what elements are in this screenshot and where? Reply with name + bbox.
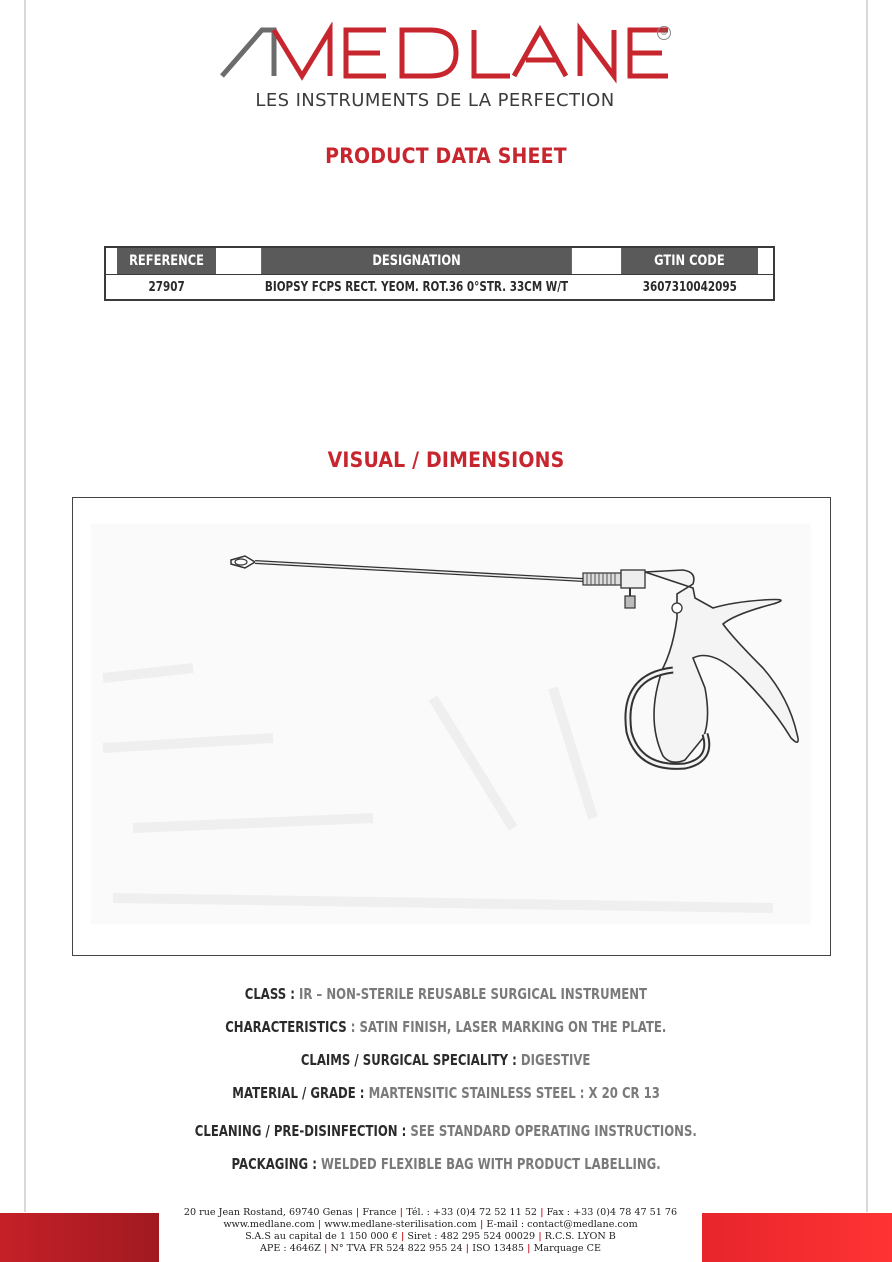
- product-image-frame: [72, 497, 831, 956]
- column-header-reference: REFERENCE: [116, 247, 216, 275]
- sterilisation-website-link[interactable]: www.medlane-sterilisation.com: [324, 1219, 477, 1230]
- spec-class: CLASS : IR – NON-STERILE REUSABLE SURGICAL INSTRUMENT: [244, 985, 648, 1003]
- registered-mark: ®: [657, 26, 671, 40]
- footer-registration-line: APE : 4646Z | N° TVA FR 524 822 955 24 | ISO 13485 | Marquage CE: [260, 1243, 601, 1254]
- spec-packaging: PACKAGING : WELDED FLEXIBLE BAG WITH PRODUCT LABELLING.: [231, 1155, 661, 1173]
- email-link[interactable]: E-mail : contact@medlane.com: [486, 1219, 638, 1230]
- website-link[interactable]: www.medlane.com: [223, 1219, 315, 1230]
- cell-designation: BIOPSY FCPS RECT. YEOM. ROT.36 0°STR. 33CM W/T: [227, 275, 606, 301]
- footer-web-line: www.medlane.com | www.medlane-sterilisation.com | E-mail : contact@medlane.com: [223, 1219, 638, 1230]
- column-header-gtin: GTIN CODE: [621, 247, 758, 275]
- footer-red-bar-right: [702, 1213, 892, 1262]
- table-row: [105, 275, 774, 301]
- page-title: PRODUCT DATA SHEET: [325, 144, 567, 168]
- spec-claims: CLAIMS / SURGICAL SPECIALITY : DIGESTIVE: [301, 1051, 591, 1069]
- section-title-visual: VISUAL / DIMENSIONS: [327, 448, 565, 472]
- spec-cleaning: CLEANING / PRE-DISINFECTION : SEE STANDARD OPERATING INSTRUCTIONS.: [194, 1122, 698, 1140]
- company-footer: [159, 1207, 702, 1255]
- product-reference-table: [104, 246, 775, 301]
- footer-address-line: 20 rue Jean Rostand, 69740 Genas | France | Tél. : +33 (0)4 72 52 11 52 | Fax : +33 (0)4 78 47 51 76: [183, 1207, 678, 1218]
- spec-characteristics: CHARACTERISTICS : SATIN FINISH, LASER MARKING ON THE PLATE.: [225, 1018, 667, 1036]
- cell-reference: 27907: [105, 275, 227, 301]
- medlane-logo: [218, 22, 678, 84]
- footer-legal-line: S.A.S au capital de 1 150 000 € | Siret : 482 295 524 00029 | R.C.S. LYON B: [245, 1231, 616, 1242]
- biopsy-forceps-drawing: [73, 498, 830, 955]
- column-header-designation: DESIGNATION: [261, 247, 572, 275]
- brand-tagline: LES INSTRUMENTS DE LA PERFECTION: [255, 90, 615, 111]
- footer-red-bar-left: [0, 1213, 159, 1262]
- cell-gtin: 3607310042095: [606, 275, 774, 301]
- spec-material: MATERIAL / GRADE : MARTENSITIC STAINLESS STEEL : X 20 CR 13: [232, 1084, 660, 1102]
